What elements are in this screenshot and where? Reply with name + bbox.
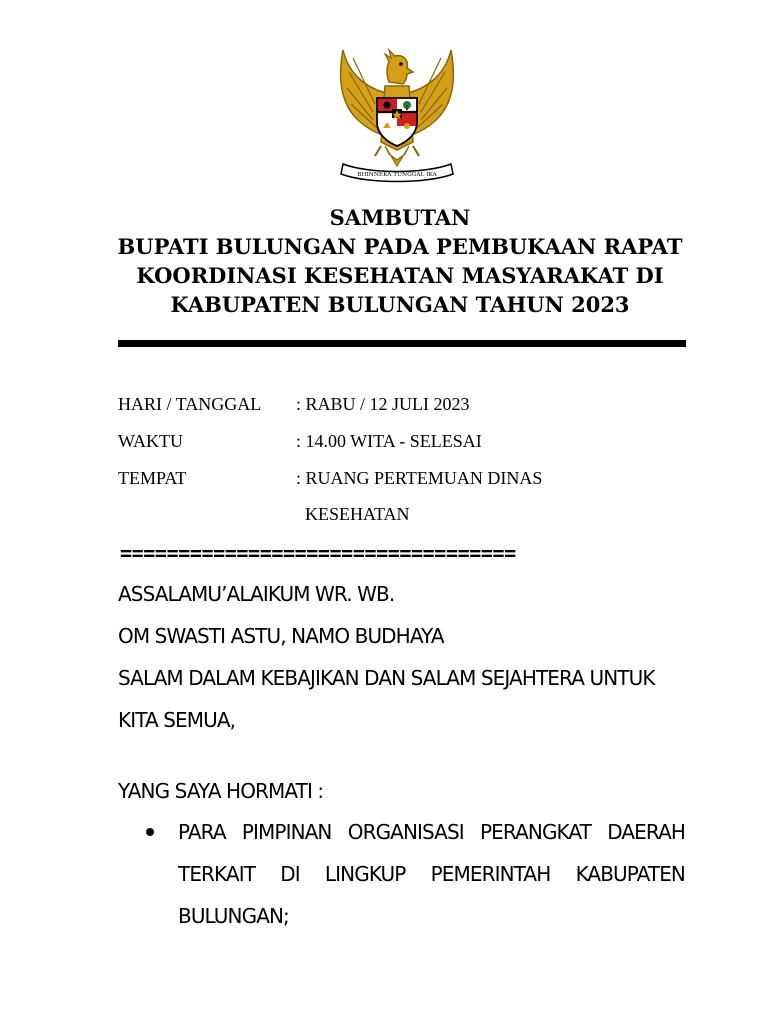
honored-heading: YANG SAYA HORMATI : bbox=[118, 779, 324, 803]
time-label: WAKTU bbox=[118, 431, 183, 451]
bullet-line: BULUNGAN; bbox=[178, 904, 289, 928]
garuda-pancasila-emblem bbox=[329, 42, 465, 187]
time-value: : 14.00 WITA - SELESAI bbox=[296, 431, 482, 451]
day-value: : RABU / 12 JULI 2023 bbox=[296, 394, 470, 414]
place-value: : RUANG PERTEMUAN DINAS bbox=[296, 468, 543, 488]
title-line: SAMBUTAN bbox=[329, 205, 471, 230]
greeting-line: SALAM DALAM KEBAJIKAN DAN SALAM SEJAHTERA UNTUK bbox=[118, 666, 655, 690]
bullet-line: PARA PIMPINAN ORGANISASI PERANGKAT DAERAH bbox=[178, 820, 685, 844]
place-label: TEMPAT bbox=[118, 468, 187, 488]
separator-line: ================================== bbox=[120, 541, 516, 565]
title-line: KABUPATEN BULUNGAN TAHUN 2023 bbox=[170, 292, 630, 317]
greeting-line: KITA SEMUA, bbox=[118, 708, 236, 732]
title-line: KOORDINASI KESEHATAN MASYARAKAT DI bbox=[136, 263, 664, 288]
title-line: BUPATI BULUNGAN PADA PEMBUKAAN RAPAT bbox=[117, 234, 683, 259]
day-label: HARI / TANGGAL bbox=[118, 394, 262, 414]
bullet-line: TERKAIT DI LINGKUP PEMERINTAH KABUPATEN bbox=[178, 862, 685, 886]
place-value-continued: KESEHATAN bbox=[305, 504, 410, 524]
motto-text: BHINNEKA TUNGGAL IKA bbox=[357, 172, 437, 178]
garuda-head bbox=[385, 50, 413, 84]
greeting-line: ASSALAMU’ALAIKUM WR. WB. bbox=[118, 582, 395, 606]
title-divider bbox=[118, 340, 686, 347]
document-title bbox=[100, 203, 700, 319]
greeting-line: OM SWASTI ASTU, NAMO BUDHAYA bbox=[118, 624, 444, 648]
bullet-icon bbox=[146, 828, 154, 836]
